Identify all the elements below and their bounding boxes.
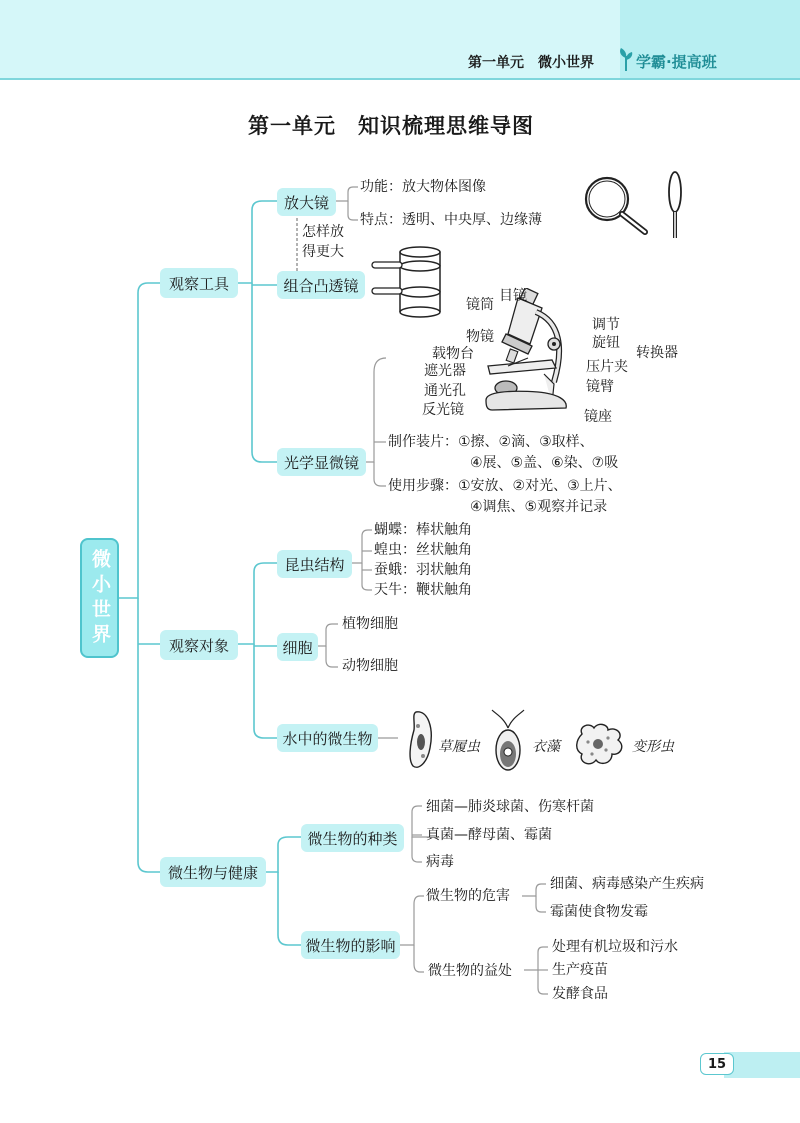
page-number-box: [700, 1053, 734, 1075]
part-tube: 镜筒: [466, 297, 494, 313]
node-tools: 观察工具: [160, 268, 238, 298]
cell-item-plant: 植物细胞: [342, 616, 398, 632]
part-arm: 镜臂: [586, 379, 614, 395]
types-item-fungi: 真菌—酵母菌、霉菌: [426, 827, 552, 843]
types-item-bacteria: 细菌—肺炎球菌、伤寒杆菌: [426, 799, 594, 815]
page-title: 第一单元 知识梳理思维导图: [248, 114, 534, 138]
microscope-icon: [478, 288, 588, 424]
page-number: 15: [707, 1056, 727, 1072]
node-magnifier: 放大镜: [277, 188, 336, 216]
usage-line1: 使用步骤：①安放、②对光、③上片、: [388, 478, 622, 494]
node-cell: 细胞: [277, 633, 318, 661]
part-clip: 压片夹: [586, 359, 628, 375]
part-stage: 载物台: [432, 346, 474, 362]
amoeba-label: 变形虫: [632, 739, 674, 755]
convex-lens-combo-icon: [368, 244, 448, 324]
part-objective: 物镜: [466, 329, 494, 345]
insect-item-longhorn: 天牛：鞭状触角: [374, 582, 472, 598]
part-converter: 转换器: [636, 345, 678, 361]
node-microbe-types: 微生物的种类: [301, 824, 404, 852]
header-unit-title: 第一单元 微小世界: [468, 55, 594, 71]
part-adjust-1: 调节: [592, 317, 620, 333]
header-brand: 学霸·提高班: [636, 53, 717, 71]
magnifier-function: 功能：放大物体图像: [360, 179, 486, 195]
paramecium-icon: [406, 708, 436, 776]
types-item-virus: 病毒: [426, 854, 454, 870]
benefit-item-fermented: 发酵食品: [552, 986, 608, 1002]
node-microscope: 光学显微镜: [277, 448, 366, 476]
part-eyepiece: 目镜: [499, 288, 527, 304]
amoeba-icon: [572, 720, 628, 774]
node-water-microbes: 水中的微生物: [277, 724, 378, 752]
node-microbe-influence: 微生物的影响: [301, 931, 400, 959]
slide-making-line1: 制作装片：①擦、②滴、③取样、: [388, 434, 594, 450]
part-shade: 遮光器: [424, 363, 466, 379]
node-convex-lens: 组合凸透镜: [277, 271, 365, 299]
part-adjust-2: 旋钮: [592, 335, 620, 351]
harm-item-mold: 霉菌使食物发霉: [550, 904, 648, 920]
lens-side-icon: [662, 170, 688, 244]
magnifier-icon: [582, 174, 652, 240]
chlamydomonas-icon: [488, 708, 528, 778]
insect-item-butterfly: 蝴蝶：棒状触角: [374, 522, 472, 538]
benefit-item-waste: 处理有机垃圾和污水: [552, 939, 678, 955]
paramecium-label: 草履虫: [438, 739, 480, 755]
part-mirror: 反光镜: [422, 402, 464, 418]
node-insect: 昆虫结构: [277, 550, 352, 578]
usage-line2: ④调焦、⑤观察并记录: [470, 499, 608, 515]
footer-band: [724, 1052, 800, 1078]
harm-label: 微生物的危害: [426, 888, 510, 904]
benefit-label: 微生物的益处: [428, 963, 512, 979]
node-health: 微生物与健康: [160, 857, 266, 887]
slide-making-line2: ④展、⑤盖、⑥染、⑦吸: [470, 455, 619, 471]
root-label-text: 微小世界: [89, 549, 111, 649]
benefit-item-vaccine: 生产疫苗: [552, 962, 608, 978]
insect-item-locust: 蝗虫：丝状触角: [374, 542, 472, 558]
node-objects: 观察对象: [160, 630, 238, 660]
part-hole: 通光孔: [424, 383, 466, 399]
insect-item-silkmoth: 蚕蛾：羽状触角: [374, 562, 472, 578]
magnifier-feature: 特点：透明、中央厚、边缘薄: [360, 212, 542, 228]
how-bigger-line1: 怎样放: [302, 224, 344, 240]
harm-item-disease: 细菌、病毒感染产生疾病: [550, 876, 704, 892]
root-label: [80, 546, 119, 652]
part-base: 镜座: [584, 409, 612, 425]
chlamydomonas-label: 衣藻: [532, 739, 560, 755]
cell-item-animal: 动物细胞: [342, 658, 398, 674]
how-bigger-line2: 得更大: [302, 244, 344, 260]
